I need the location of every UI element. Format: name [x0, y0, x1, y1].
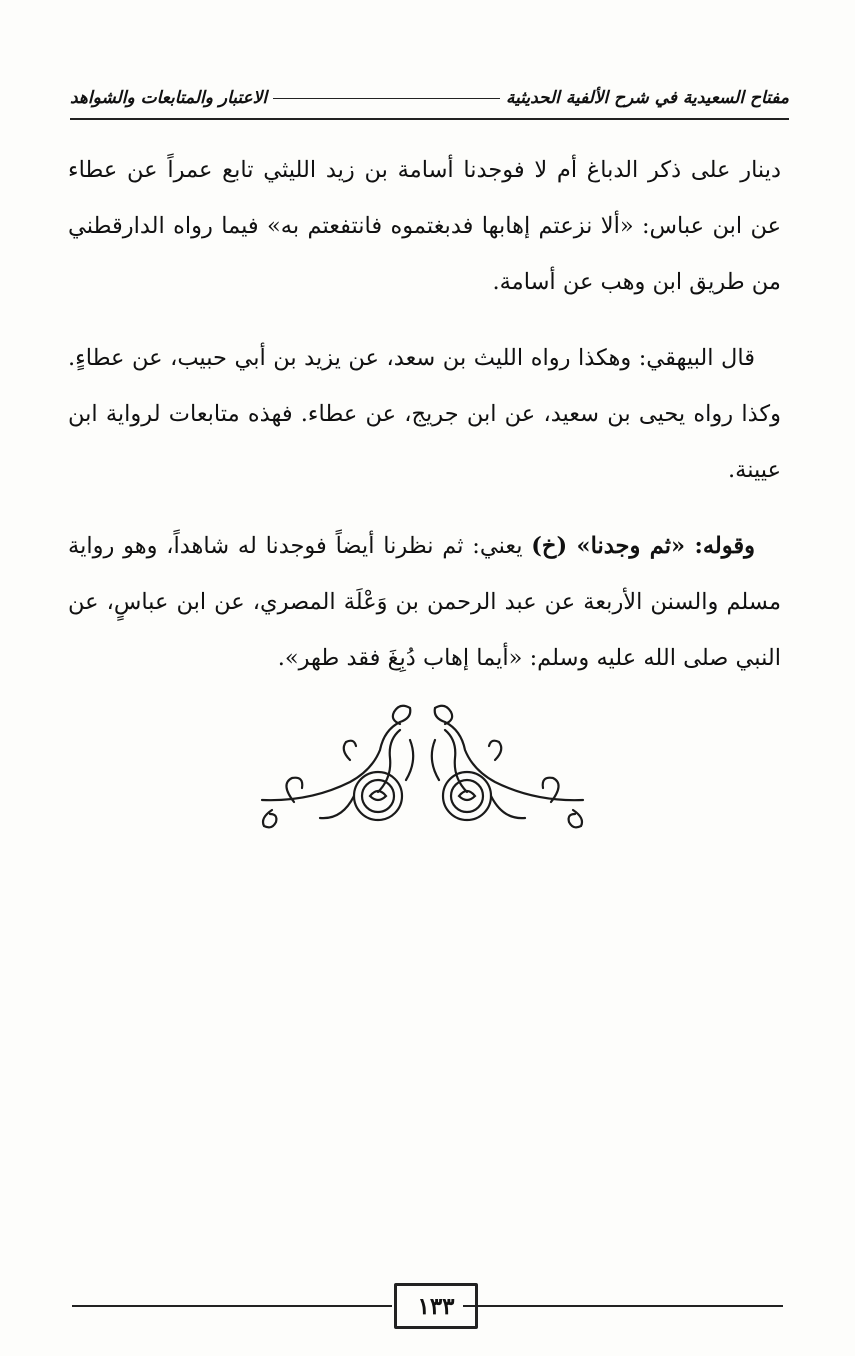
paragraph-1-text: دينار على ذكر الدباغ أم لا فوجدنا أسامة بن زيد الليثي تابع عمراً عن عطاء عن ابن عباس: «ألا نزعتم إهابها فدبغتموه فانتفعتم به» فيما رواه الدارقطني من طريق ابن وهب عن أسامة.: [68, 157, 781, 295]
book-title: مفتاح السعيدية في شرح الألفية الحديثية: [506, 88, 789, 108]
page-number: ١٣٣: [417, 1292, 455, 1320]
floral-ornament-icon: [250, 700, 595, 835]
footer-rule-left: [72, 1305, 392, 1307]
paragraph-3-lemma: وقوله: «ثم وجدنا» (خ): [531, 533, 755, 559]
paragraph-1: [68, 142, 781, 310]
paragraph-3-text: يعني: ثم نظرنا أيضاً فوجدنا له شاهداً، وهو رواية مسلم والسنن الأربعة عن عبد الرحمن بن وَعْلَة المصري، عن ابن عباسٍ، عن النبي صلى الله عليه وسلم: «أيما إهاب دُبِغَ فقد طهر».: [68, 533, 781, 671]
main-text: [68, 142, 781, 706]
running-header: [70, 78, 789, 120]
footer-rule-right: [463, 1305, 783, 1307]
page-footer: [72, 1280, 783, 1330]
paragraph-3: [68, 518, 781, 686]
chapter-title: الاعتبار والمتابعات والشواهد: [70, 88, 268, 108]
paragraph-2-text: قال البيهقي: وهكذا رواه الليث بن سعد، عن يزيد بن أبي حبيب، عن عطاءٍ. وكذا رواه يحيى بن سعيد، عن ابن جريج، عن عطاء. فهذه متابعات لرواية ابن عيينة.: [68, 345, 781, 483]
header-rule: [273, 98, 500, 99]
paragraph-2: [68, 330, 781, 498]
